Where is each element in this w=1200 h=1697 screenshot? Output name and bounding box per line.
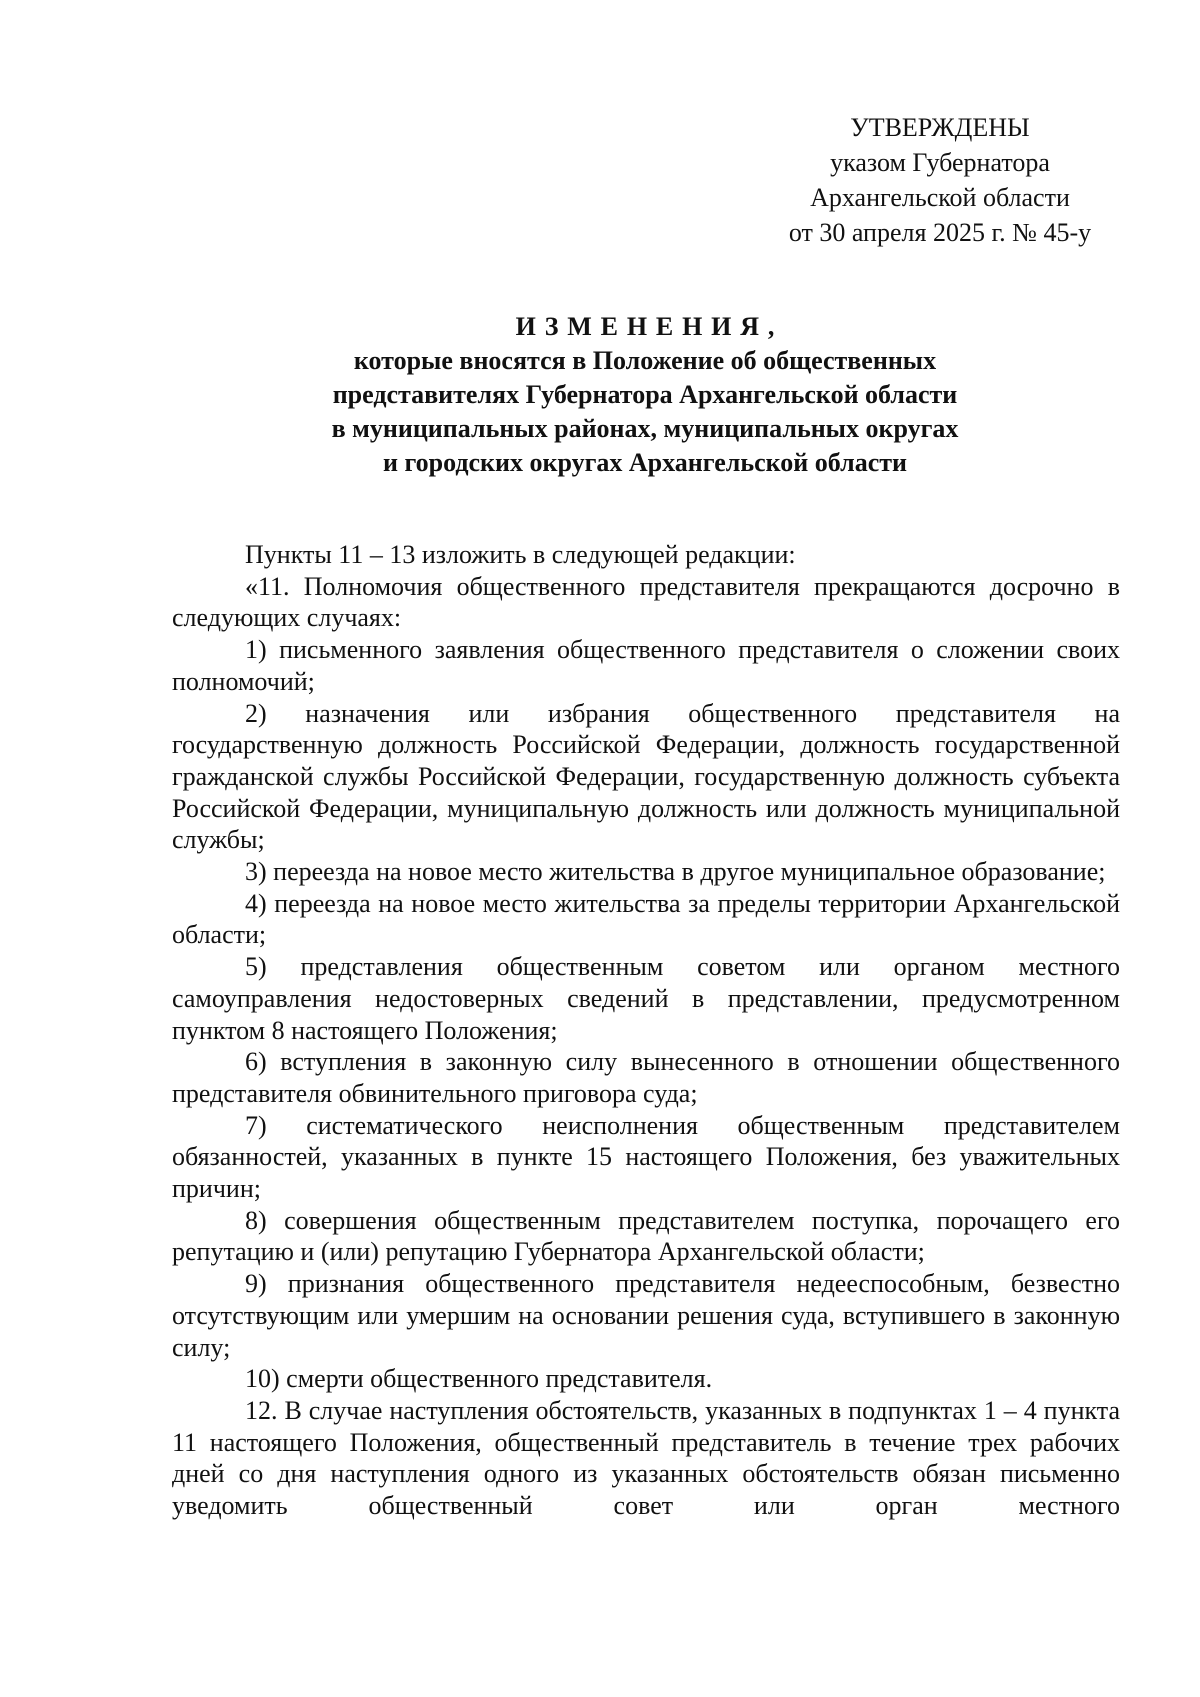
approval-stamp xyxy=(740,110,1140,250)
approval-line-date: от 30 апреля 2025 г. № 45-у xyxy=(788,218,1092,247)
paragraph-subitem-6: 6) вступления в законную силу вынесенного в отношении общественного представителя обвинительного приговора суда; xyxy=(172,1047,1120,1108)
paragraph-subitem-9: 9) признания общественного представителя недееспособным, безвестно отсутствующим или умершим на основании решения суда, вступившего в законную силу; xyxy=(172,1269,1120,1362)
approval-line-decree: указом Губернатора xyxy=(830,148,1050,177)
document-body xyxy=(172,539,1120,1522)
paragraph-subitem-4: 4) переезда на новое место жительства за пределы территории Архангельской области; xyxy=(172,888,1120,950)
heading-line: и городских округах Архангельской области xyxy=(382,448,907,477)
paragraph-subitem-1: 1) письменного заявления общественного представителя о сложении своих полномочий; xyxy=(172,635,1120,696)
paragraph-item-12: 12. В случае наступления обстоятельств, указанных в подпунктах 1 – 4 пункта 11 настоящего Положения, общественный представитель в течение трех рабочих дней со дня наступления одного из указанных обстоятельств обязан письменно уведомить общественный совет или орган местного xyxy=(172,1395,1120,1521)
paragraph-subitem-10: 10) смерти общественного представителя. xyxy=(245,1364,713,1394)
approval-line-approved: УТВЕРЖДЕНЫ xyxy=(850,113,1030,142)
paragraph-item-11: «11. Полномочия общественного представителя прекращаются досрочно в следующих случаях: xyxy=(172,571,1120,633)
paragraph-subitem-7: 7) систематического неисполнения общественным представителем обязанностей, указанных в пункте 15 настоящего Положения, без уважительных причин; xyxy=(172,1110,1120,1204)
paragraph-subitem-2: 2) назначения или избрания общественного представителя на государственную должность Российской Федерации, должность государственной гражданской службы Российской Федерации, государственную должность субъекта Российской Федерации, муниципальную должность или должность муниципальной службы; xyxy=(172,698,1120,855)
document-title: ИЗМЕНЕНИЯ, xyxy=(515,312,784,341)
approval-line-region: Архангельской области xyxy=(810,183,1070,212)
paragraph-subitem-8: 8) совершения общественным представителем поступка, порочащего его репутацию и (или) репутацию Губернатора Архангельской области; xyxy=(172,1205,1120,1267)
paragraph-subitem-5: 5) представления общественным советом или органом местного самоуправления недостоверных сведений в представлении, предусмотренном пунктом 8 настоящего Положения; xyxy=(172,952,1120,1045)
paragraph-intro: Пункты 11 – 13 изложить в следующей редакции: xyxy=(245,540,796,569)
heading-line: в муниципальных районах, муниципальных округах xyxy=(331,414,959,443)
heading-line: представителях Губернатора Архангельской области xyxy=(332,380,958,409)
paragraph-subitem-3: 3) переезда на новое место жительства в другое муниципальное образование; xyxy=(245,857,1106,887)
document-heading xyxy=(170,310,1120,480)
heading-line: которые вносятся в Положение об общественных xyxy=(353,346,937,375)
